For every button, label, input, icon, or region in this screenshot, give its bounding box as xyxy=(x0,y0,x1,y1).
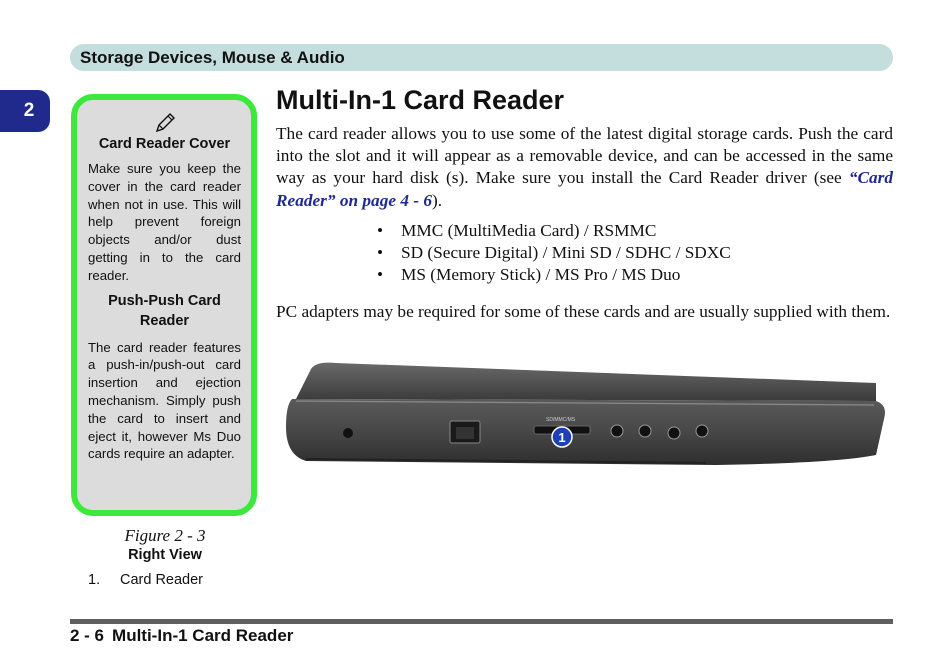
laptop-right-view-illustration xyxy=(276,355,893,515)
list-item: • SD (Secure Digital) / Mini SD / SDHC / SDXC xyxy=(377,242,731,264)
card-type-list xyxy=(377,220,731,286)
intro-text: The card reader allows you to use some of the latest digital storage cards. Push the card into the slot and it will appear as a removable device, and can be accessed in the same way as your hard disk (s). Make sure you install the Card Reader driver (see xyxy=(276,124,893,188)
legend-label: Card Reader xyxy=(120,572,204,588)
cross-reference-link[interactable]: “Card Reader” on page 4 - 6 xyxy=(276,168,893,210)
list-item: • MS (Memory Stick) / MS Pro / MS Duo xyxy=(377,264,731,286)
page-title: Multi-In-1 Card Reader xyxy=(276,85,565,115)
note-heading-push: Push-Push Card Reader xyxy=(108,292,221,329)
legend-number: 1. xyxy=(88,572,101,588)
note-text-push: The card reader features a push-in/push-out card insertion and ejection mechanism. Simply push the card to insert and eject it, however Ms Duo cards require an adapter. xyxy=(88,339,241,462)
figure-caption xyxy=(70,525,260,564)
running-header: Storage Devices, Mouse & Audio xyxy=(70,44,893,71)
note-text-cover: Make sure you keep the cover in the card reader when not in use. This will help prevent foreign objects and/or dust getting in to the card reader. xyxy=(88,161,241,283)
footer-rule xyxy=(70,619,893,624)
chapter-tab: 2 xyxy=(0,90,50,132)
sidebar-note xyxy=(71,94,257,516)
list-item: • MMC (MultiMedia Card) / RSMMC xyxy=(377,220,731,242)
figure-title: Right View xyxy=(128,547,202,563)
slot-label: SD/MMC/MS xyxy=(546,417,576,423)
legend-item xyxy=(88,572,203,588)
figure-number: Figure 2 - 3 xyxy=(124,526,206,545)
figure-legend xyxy=(88,572,203,588)
page-footer xyxy=(70,626,293,646)
note-heading-cover: Card Reader Cover xyxy=(98,136,231,152)
pencil-icon xyxy=(154,112,176,134)
intro-text-end: ). xyxy=(432,190,443,210)
callout-number: 1 xyxy=(558,430,566,445)
intro-paragraph xyxy=(276,123,893,212)
page-number: 2 - 6 xyxy=(70,626,105,645)
adapter-paragraph: PC adapters may be required for some of these cards and are usually supplied with them. xyxy=(276,302,891,321)
footer-title: Multi-In-1 Card Reader xyxy=(112,626,294,645)
